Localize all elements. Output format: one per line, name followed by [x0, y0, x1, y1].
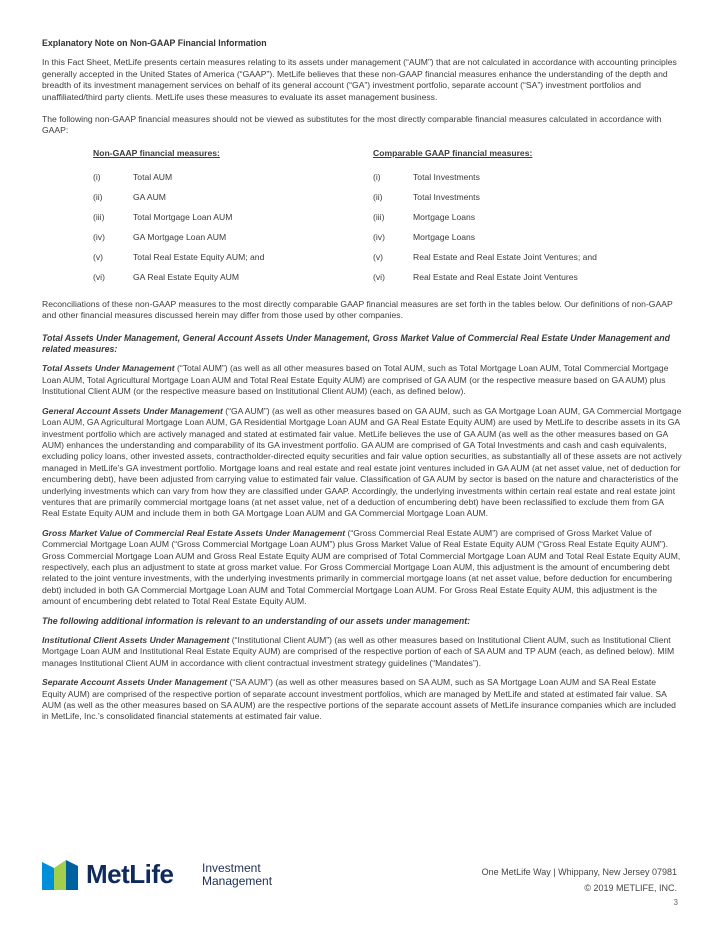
- metlife-logo: [42, 856, 282, 892]
- definition-term: Total Assets Under Management: [42, 363, 175, 374]
- definition-text: (“Total AUM”) (as well as all other measures based on Total AUM, such as Total Mortgage Loan AUM, Total Commercial Mortgage Loan AUM, Total Agricultural Mortgage Loan AUM and Total Real Estate Equity AUM) are comprised of GA AUM (or the respective measure based on GA AUM) plus Institutional Client AUM (or the respective measure based on Institutional Client AUM) (each, as defined below).: [42, 363, 669, 397]
- gaap-measure: Total Investments: [413, 171, 480, 182]
- metlife-mark-icon: [42, 858, 78, 890]
- gaap-measure: Real Estate and Real Estate Joint Ventures: [413, 271, 578, 282]
- gaap-header: Comparable GAAP financial measures:: [373, 147, 533, 158]
- reconciliation-paragraph: Reconciliations of these non-GAAP measures to the most directly comparable GAAP financial measures are set forth in the tables below. Our definitions of non-GAAP and other financial measures discussed herein may differ from those used by other companies.: [42, 298, 673, 321]
- non-gaap-measure: Total Real Estate Equity AUM; and: [133, 251, 265, 262]
- gaap-measure: Total Investments: [413, 191, 480, 202]
- row-number: (iv): [93, 231, 105, 242]
- definition-paragraph: [42, 677, 682, 723]
- row-number: (i): [373, 171, 381, 182]
- definition-text: (“SA AUM”) (as well as other measures based on SA AUM, such as SA Mortgage Loan AUM and SA Real Estate Equity AUM) are comprised of the respective portion of separate account investment portfolios, which are managed by MetLife and stated at estimated fair value. SA AUM (as well as the other measures based on SA AUM) are the respective portions of the separate account assets of MetLife insurance companies which are included in MetLife, Inc.’s consolidated financial statements at estimated fair value.: [42, 677, 676, 722]
- row-number: (i): [93, 171, 101, 182]
- non-gaap-measure: Total AUM: [133, 171, 173, 182]
- definition-paragraph: [42, 406, 682, 520]
- definition-text: (“Institutional Client AUM”) (as well as other measures based on Institutional Client AUM, such as Institutional Client Mortgage Loan AUM and Institutional Real Estate Equity AUM) are comprised of the respective portion of each of SA AUM and TP AUM (each, as defined below). MIM manages Institutional Client AUM in accordance with client contractual investment strategy guidelines (“Mandates”).: [42, 635, 675, 668]
- intro-paragraph-2: The following non-GAAP financial measures should not be viewed as substitutes for the most directly comparable financial measures calculated in accordance with GAAP:: [42, 114, 662, 136]
- logo-subtitle-line-2: Management: [202, 874, 273, 888]
- document-body: [42, 38, 682, 731]
- row-number: (iii): [93, 211, 105, 222]
- non-gaap-measure: Total Mortgage Loan AUM: [133, 211, 233, 222]
- footer-contact: [482, 864, 677, 896]
- non-gaap-header: Non-GAAP financial measures:: [93, 147, 220, 158]
- definition-term: General Account Assets Under Management: [42, 405, 223, 416]
- logo-subtitle: [202, 862, 272, 888]
- footer-copyright: © 2019 METLIFE, INC.: [584, 883, 677, 893]
- page-number: 3: [673, 898, 678, 907]
- section-subheading: Total Assets Under Management, General Account Assets Under Management, Gross Market Value of Commercial Real Estate Under Management and related measures:: [42, 332, 671, 355]
- intro-paragraph-1: In this Fact Sheet, MetLife presents certain measures relating to its assets under management (“AUM”) that are not calculated in accordance with accounting principles generally accepted in the United States of America (“GAAP”). MetLife believes that these non-GAAP financial measures enhance the understanding of the depth and breadth of its investment management services on behalf of its general account (“GA”) investment portfolio, separate account (“SA”) investment portfolios and unaffiliated/third party clients. MetLife uses these measures to evaluate its asset management business.: [42, 57, 677, 102]
- row-number: (iv): [373, 231, 385, 242]
- page-title: Explanatory Note on Non-GAAP Financial Information: [42, 38, 267, 48]
- logo-subtitle-line-1: Investment: [202, 861, 261, 875]
- measures-table: [93, 148, 682, 283]
- definition-paragraph: [42, 528, 682, 608]
- non-gaap-measure: GA Mortgage Loan AUM: [133, 231, 227, 242]
- definition-term: Institutional Client Assets Under Management: [42, 635, 230, 645]
- definition-paragraph: [42, 363, 682, 397]
- row-number: (iii): [373, 211, 385, 222]
- section-subheading: The following additional information is relevant to an understanding of our assets under management:: [42, 615, 471, 626]
- definition-text: (“Gross Commercial Real Estate AUM”) are comprised of Gross Market Value of Commercial Mortgage Loan AUM (“Gross Commercial Mortgage Loan AUM”) plus Gross Market Value of Real Estate Equity AUM (“Gross Real Estate Equity AUM”). Gross Commercial Mortgage Loan AUM and Gross Real Estate Equity AUM are comprised of Total Commercial Mortgage Loan AUM and Total Real Estate Equity AUM, respectively, each plus an adjustment to state at gross market value. For Gross Commercial Mortgage Loan AUM, this adjustment is the amount of encumbering debt related to the joint venture investments, with the underlying investments primarily in commercial mortgage loans (at net asset value, before deduction for encumbering debt) included in both GA Commercial Mortgage Loan AUM and Total Commercial Mortgage Loan AUM. For Gross Real Estate Equity AUM, this adjustment is the amount of encumbering debt related to Total Real Estate Equity AUM.: [42, 527, 681, 607]
- non-gaap-measure: GA AUM: [133, 191, 166, 202]
- footer-address: One MetLife Way | Whippany, New Jersey 07981: [481, 867, 677, 877]
- definition-term: Gross Market Value of Commercial Real Estate Assets Under Management: [42, 527, 346, 538]
- row-number: (ii): [93, 191, 103, 202]
- row-number: (v): [93, 251, 104, 262]
- definition-term: Separate Account Assets Under Management: [42, 677, 228, 688]
- definition-paragraph: [42, 635, 682, 669]
- row-number: (vi): [373, 271, 385, 282]
- non-gaap-measure: GA Real Estate Equity AUM: [133, 271, 240, 282]
- row-number: (v): [373, 251, 384, 262]
- row-number: (vi): [93, 271, 105, 282]
- gaap-measure: Real Estate and Real Estate Joint Ventures; and: [413, 251, 597, 262]
- logo-wordmark: MetLife: [86, 859, 174, 889]
- definition-text: (“GA AUM”) (as well as other measures based on GA AUM, such as GA Mortgage Loan AUM, GA Commercial Mortgage Loan AUM, GA Agricultural Mortgage Loan AUM, GA Residential Mortgage Loan AUM and GA Real Estate Equity AUM) are used by MetLife to describe assets in its GA investment portfolio which are actively managed and stated at estimated fair value. MetLife believes the use of GA AUM (as well as the other measures based on GA AUM) enhances the understanding and comparability of its GA investment portfolio. GA AUM are comprised of GA Total Investments and cash and cash equivalents, excluding policy loans, other invested assets, contractholder-directed equity securities and fair value option securities, as substantially all of these assets are not actively managed in MetLife’s GA investment portfolio. Mortgage loans and real estate and real estate joint ventures included in GA AUM (at net asset value, net of deduction for encumbering debt), have been adjusted from carrying value to estimated fair value. Classification of GA AUM by sector is based on the nature and characteristics of the underlying investments which can vary from how they are classified under GAAP. Accordingly, the underlying investments within certain real estate and real estate joint ventures that are primarily commercial mortgage loans (at net asset value, net of a deduction of encumbering debt) have been reclassified to exclude them from GA Real Estate Equity AUM and include them in both GA Mortgage Loan AUM and GA Commercial Mortgage Loan AUM.: [42, 405, 682, 519]
- row-number: (ii): [373, 191, 383, 202]
- gaap-measure: Mortgage Loans: [413, 231, 476, 242]
- gaap-measure: Mortgage Loans: [413, 211, 476, 222]
